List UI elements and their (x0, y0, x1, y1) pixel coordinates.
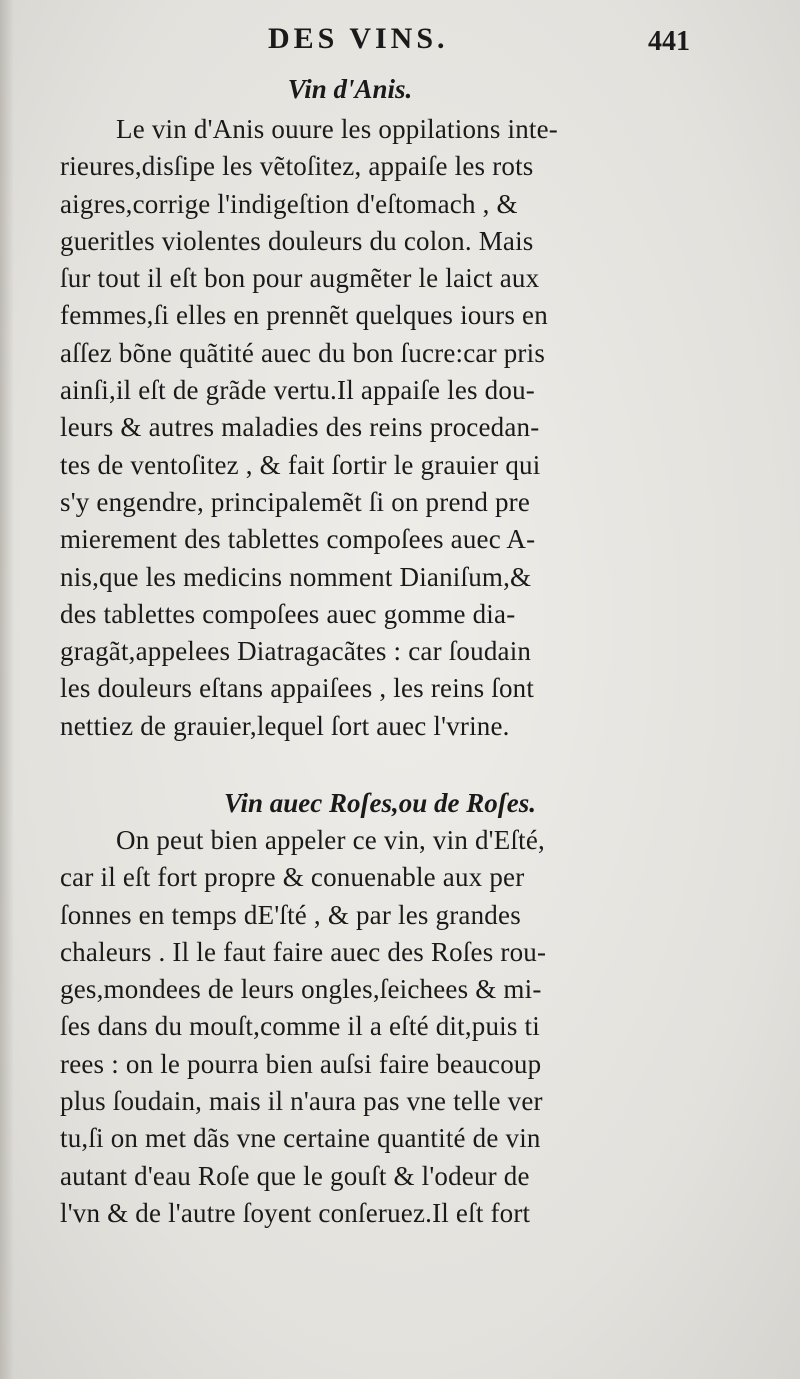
page-edge-shadow (0, 0, 14, 1379)
text-line: nettiez de grauier,lequel ſort auec l'vrine. (60, 710, 510, 741)
text-line: chaleurs . Il le faut faire auec des Roſes rou- (60, 936, 547, 967)
section-body (60, 111, 700, 745)
section-title: Vin auec Roſes,ou de Roſes. (223, 788, 536, 818)
text-line: car il eſt fort propre & conuenable aux per (60, 862, 525, 893)
text-line: tu,ſi on met dãs vne certaine quantité de vin (60, 1123, 541, 1154)
text-line: rees : on le pourra bien auſsi faire beaucoup (60, 1048, 542, 1079)
text-line: plus ſoudain, mais il n'aura pas vne telle ver (60, 1086, 543, 1117)
text-line: ges,mondees de leurs ongles,ſeichees & mi- (60, 974, 542, 1005)
text-line: ſes dans du mouſt,comme il a eſté dit,puis ti (60, 1011, 540, 1042)
page-number: 441 (648, 26, 690, 57)
text-line: gragãt,appelees Diatragacãtes : car ſoudain (60, 636, 532, 667)
text-line: leurs & autres maladies des reins procedan- (60, 412, 540, 443)
text-line: Le vin d'Anis ouure les oppilations inte- (116, 114, 558, 144)
text-line: mierement des tablettes compoſees auec A- (60, 524, 536, 555)
text-line: ſonnes en temps dE'ſté , & par les grandes (60, 899, 521, 930)
text-line: autant d'eau Roſe que le gouſt & l'odeur de (60, 1160, 530, 1191)
section-title: Vin d'Anis. (287, 74, 413, 104)
text-line: l'vn & de l'autre ſoyent conſeruez.Il eſt fort (60, 1197, 531, 1228)
text-line: s'y engendre, principalemẽt ſi on prend pre (60, 486, 531, 517)
text-line: tes de ventoſitez , & fait ſortir le grauier qui (60, 449, 541, 480)
section-body (60, 822, 700, 1232)
text-line: les douleurs eſtans appaiſees , les reins ſont (60, 673, 535, 704)
text-line: femmes,ſi elles en prennẽt quelques iours en (60, 300, 548, 331)
text-line: nis,que les medicins nomment Dianiſum,& (60, 561, 532, 592)
text-line: aigres,corrige l'indigeſtion d'eſtomach , & (60, 188, 518, 219)
running-title: DES VINS. (268, 22, 449, 55)
text-line: ainſi,il eſt de grãde vertu.Il appaiſe les dou- (60, 375, 535, 406)
text-line: gueritles violentes douleurs du colon. Mais (60, 225, 534, 256)
text-line: rieures,disſipe les vẽtoſitez, appaiſe les rots (60, 151, 534, 182)
text-line: On peut bien appeler ce vin, vin d'Eſté, (116, 825, 545, 855)
text-line: aſſez bõne quãtité auec du bon ſucre:car pris (60, 337, 546, 368)
text-line: ſur tout il eſt bon pour augmẽter le laict aux (60, 263, 540, 294)
text-line: des tablettes compoſees auec gomme dia- (60, 598, 516, 629)
